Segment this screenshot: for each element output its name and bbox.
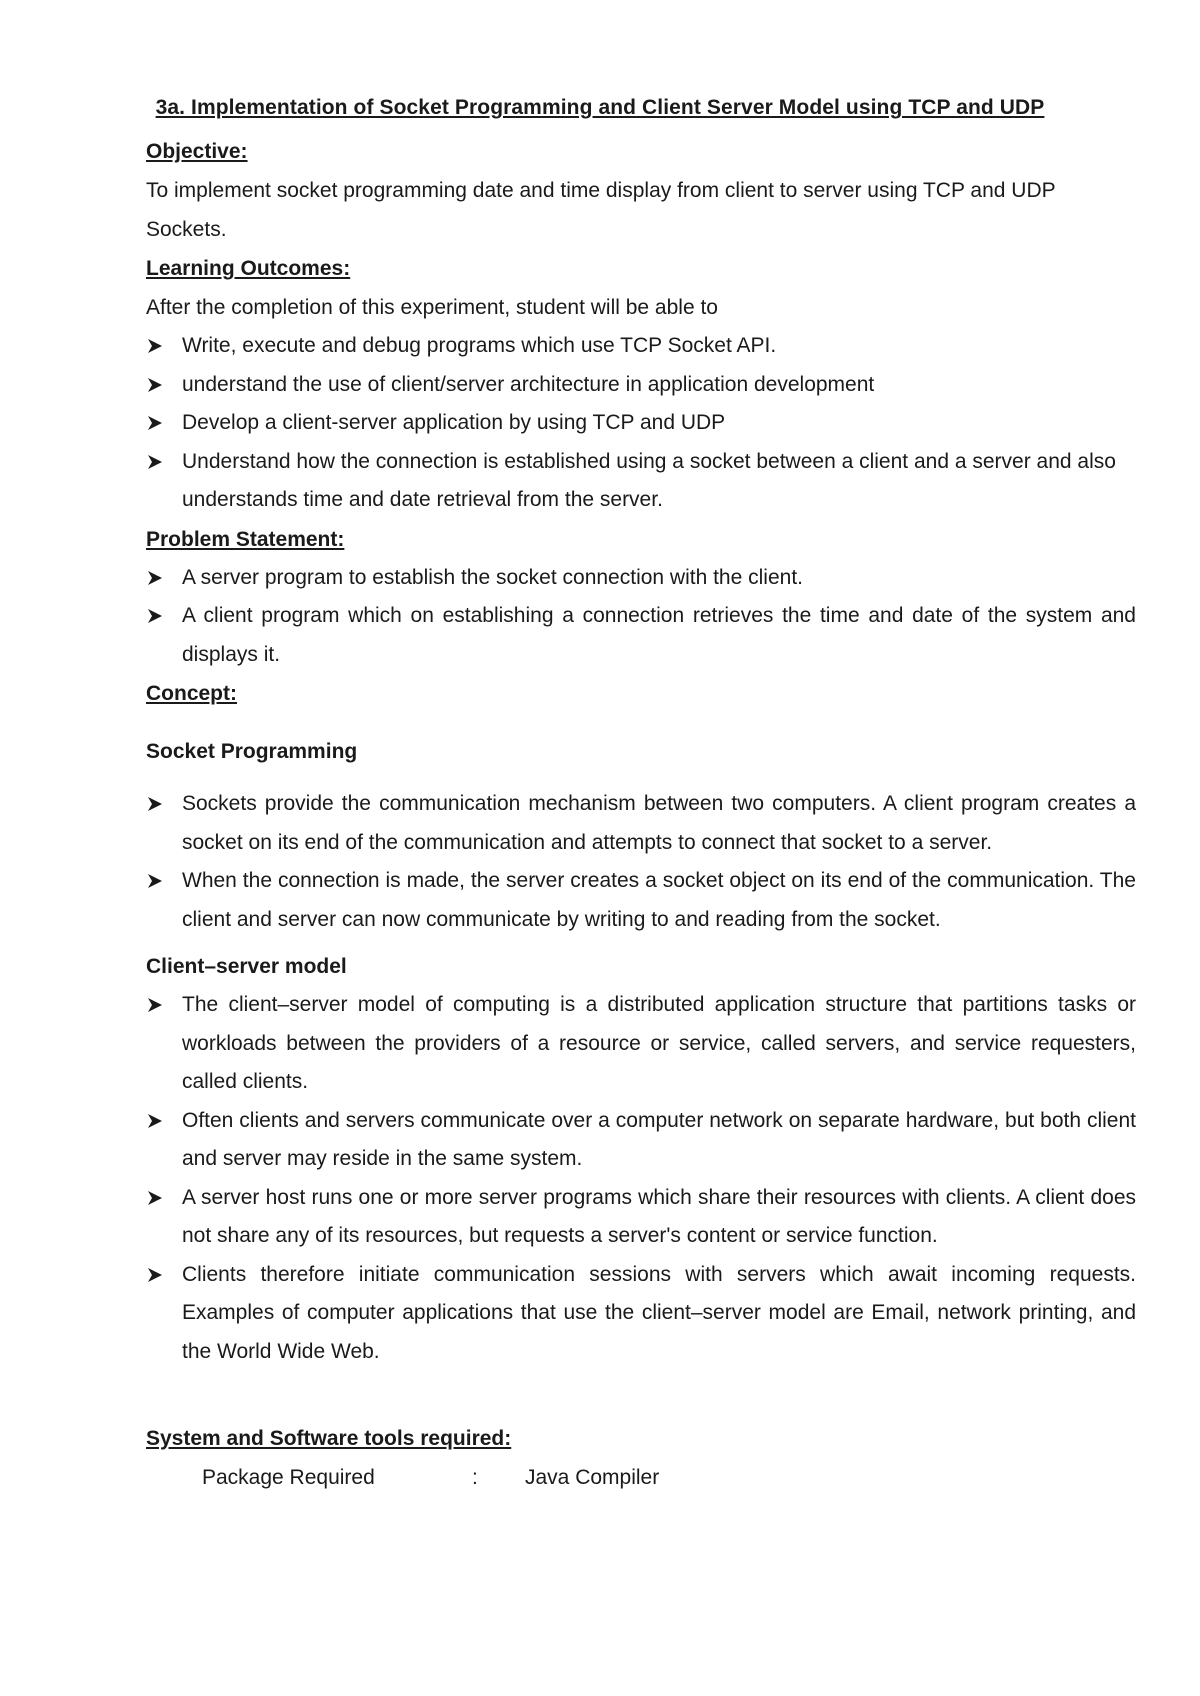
tools-heading: System and Software tools required: bbox=[146, 1427, 512, 1450]
list-item bbox=[146, 366, 1136, 405]
list-item bbox=[146, 862, 1136, 939]
tools-colon: : bbox=[472, 1466, 478, 1489]
list-item bbox=[146, 785, 1136, 862]
list-item bbox=[146, 1102, 1136, 1179]
list-item bbox=[146, 443, 1136, 520]
arrow-bullet-icon bbox=[146, 1266, 164, 1284]
list-item-text: Often clients and servers communicate over a computer network on separate hardware, but both client and server may reside in the same system. bbox=[182, 1108, 1136, 1170]
problem-statement-list bbox=[146, 559, 1136, 675]
list-item bbox=[146, 1179, 1136, 1256]
list-item bbox=[146, 597, 1136, 674]
list-item bbox=[146, 559, 1136, 598]
list-item-text: A server program to establish the socket connection with the client. bbox=[182, 565, 803, 589]
arrow-bullet-icon bbox=[146, 996, 164, 1014]
page-title: 3a. Implementation of Socket Programming and Client Server Model using TCP and UDP bbox=[155, 96, 1045, 119]
list-item-text: understand the use of client/server architecture in application development bbox=[182, 372, 875, 396]
arrow-bullet-icon bbox=[146, 453, 164, 471]
arrow-bullet-icon bbox=[146, 1112, 164, 1130]
learning-outcomes-heading: Learning Outcomes: bbox=[146, 257, 351, 280]
list-item-text: Clients therefore initiate communication sessions with servers which await incoming requests. Examples of computer applications that use the client–server model are Email, network printing, and the World Wide Web. bbox=[182, 1262, 1136, 1363]
arrow-bullet-icon bbox=[146, 414, 164, 432]
objective-line-2: Sockets. bbox=[146, 218, 227, 241]
arrow-bullet-icon bbox=[146, 795, 164, 813]
learning-outcomes-list bbox=[146, 327, 1136, 520]
arrow-bullet-icon bbox=[146, 569, 164, 587]
problem-statement-heading: Problem Statement: bbox=[146, 527, 345, 551]
list-item bbox=[146, 404, 1136, 443]
objective-line-1: To implement socket programming date and time display from client to server using TCP and UDP bbox=[146, 179, 1056, 202]
objective-heading: Objective: bbox=[146, 140, 248, 163]
arrow-bullet-icon bbox=[146, 872, 164, 890]
list-item-text: When the connection is made, the server creates a socket object on its end of the communication. The client and server can now communicate by writing to and reading from the socket. bbox=[182, 869, 1136, 931]
list-item bbox=[146, 327, 1136, 366]
list-item-text: A client program which on establishing a connection retrieves the time and date of the system and displays it. bbox=[182, 604, 1136, 666]
arrow-bullet-icon bbox=[146, 337, 164, 355]
arrow-bullet-icon bbox=[146, 376, 164, 394]
learning-outcomes-intro: After the completion of this experiment, student will be able to bbox=[146, 296, 718, 319]
concept-heading: Concept: bbox=[146, 682, 237, 705]
arrow-bullet-icon bbox=[146, 607, 164, 625]
tools-row bbox=[146, 1458, 1136, 1497]
tools-value: Java Compiler bbox=[525, 1466, 660, 1489]
list-item-text: The client–server model of computing is a distributed application structure that partitions tasks or workloads between the providers of a resource or service, called servers, and service requesters, called clients. bbox=[182, 993, 1136, 1093]
client-server-list bbox=[146, 986, 1136, 1371]
arrow-bullet-icon bbox=[146, 1189, 164, 1207]
list-item-text: Develop a client-server application by using TCP and UDP bbox=[182, 411, 726, 434]
socket-programming-list bbox=[146, 785, 1136, 939]
socket-programming-heading: Socket Programming bbox=[146, 740, 358, 763]
list-item bbox=[146, 1256, 1136, 1372]
list-item bbox=[146, 986, 1136, 1102]
list-item-text: Write, execute and debug programs which use TCP Socket API. bbox=[182, 334, 777, 357]
client-server-heading: Client–server model bbox=[146, 955, 347, 978]
document-body bbox=[146, 132, 1136, 1497]
list-item-text: A server host runs one or more server programs which share their resources with clients. A client does not share any of its resources, but requests a server's content or service function. bbox=[182, 1185, 1136, 1247]
list-item-text: Sockets provide the communication mechanism between two computers. A client program creates a socket on its end of the communication and attempts to connect that socket to a server. bbox=[182, 792, 1136, 854]
list-item-text: Understand how the connection is established using a socket between a client and a server and also understands time and date retrieval from the server. bbox=[182, 449, 1116, 511]
tools-label: Package Required bbox=[202, 1466, 375, 1489]
